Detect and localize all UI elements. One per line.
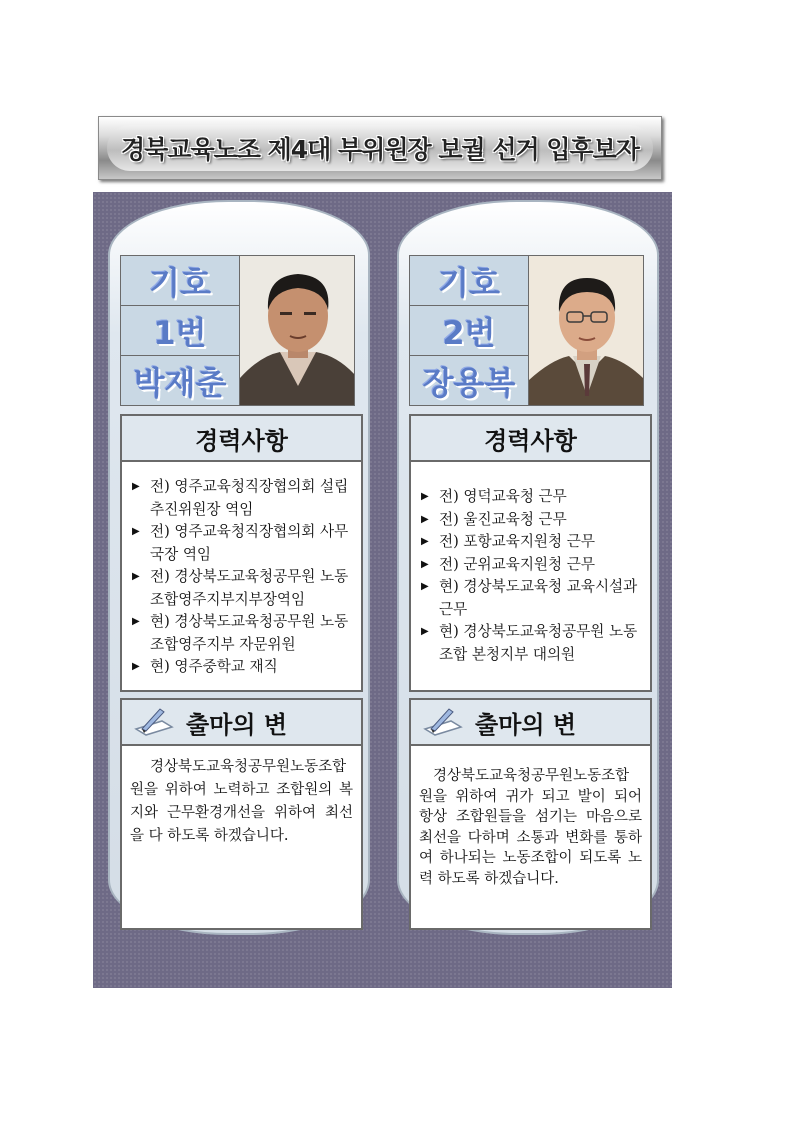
candidate-1-speech-text: 경상북도교육청공무원노동조합원을 위하여 노력하고 조합원의 복지와 근무환경개선을 위하여 최선을 다 하도록 하겠습니다. — [130, 759, 353, 844]
list-item: ▶ 전) 울진교육청 근무 — [421, 509, 642, 532]
candidate-2-number-cell — [409, 305, 529, 356]
candidate-1-name: 박재춘 — [133, 363, 227, 402]
list-item: ▶ 현) 경상북도교육청 교육시설과근무 — [421, 576, 642, 621]
pen-paper-icon — [423, 707, 463, 737]
list-item: ▶ 전) 영주교육청직장협의회 사무국장 역임 — [132, 521, 353, 566]
list-item: ▶ 전) 영주교육청직장협의회 설립추진위원장 역임 — [132, 476, 353, 521]
list-item: ▶ 전) 영덕교육청 근무 — [421, 486, 642, 509]
list-item: ▶ 현) 영주중학교 재직 — [132, 656, 353, 679]
candidate-2-career-heading: 경력사항 — [484, 426, 577, 455]
candidate-2-speech-heading: 출마의 변 — [475, 710, 577, 739]
candidate-1-photo — [239, 255, 355, 406]
candidate-1-portrait-icon — [240, 256, 355, 406]
candidate-1-symbol-label: 기호 — [149, 263, 211, 302]
candidate-2-name: 장용복 — [422, 363, 516, 402]
candidate-1-career-list — [132, 476, 353, 679]
candidate-2-portrait-icon — [529, 256, 644, 406]
pen-paper-icon — [134, 707, 174, 737]
title-plate — [107, 125, 653, 171]
candidate-2-photo — [528, 255, 644, 406]
list-item: ▶ 전) 군위교육지원청 근무 — [421, 554, 642, 577]
candidate-1-symbol-cell — [120, 255, 240, 306]
candidate-1-career-heading: 경력사항 — [195, 426, 288, 455]
page-title: 경북교육노조 제4대 부위원장 보궐 선거 입후보자 — [121, 135, 639, 164]
title-banner — [98, 116, 662, 180]
candidate-2-symbol-cell — [409, 255, 529, 306]
candidate-2-name-cell — [409, 355, 529, 406]
candidate-2-column — [397, 200, 659, 935]
candidate-2-symbol-label: 기호 — [438, 263, 500, 302]
candidate-1-speech-heading: 출마의 변 — [186, 710, 288, 739]
candidate-1-number: 1번 — [153, 313, 207, 352]
list-item: ▶ 현) 경상북도교육청공무원 노동조합영주지부 자문위원 — [132, 611, 353, 656]
candidate-1-speech-header — [122, 700, 361, 746]
candidate-2-speech-text: 경상북도교육청공무원노동조합원을 위하여 귀가 되고 발이 되어 항상 조합원들을 섬기는 마음으로 최선을 다하며 소통과 변화를 통하여 하나되는 노동조합이 되도록 노력 하도록 하겠습니다. — [419, 768, 642, 887]
candidate-1-speech-box — [120, 698, 363, 930]
candidate-1-career-box — [120, 414, 363, 692]
candidate-1-name-cell — [120, 355, 240, 406]
candidate-1-number-cell — [120, 305, 240, 356]
candidate-1-column — [108, 200, 370, 935]
candidate-2-career-box — [409, 414, 652, 692]
list-item: ▶ 전) 포항교육지원청 근무 — [421, 531, 642, 554]
candidate-2-career-header — [411, 416, 650, 462]
candidate-1-career-header — [122, 416, 361, 462]
candidate-2-career-list — [421, 486, 642, 666]
list-item: ▶ 전) 경상북도교육청공무원 노동조합영주지부지부장역임 — [132, 566, 353, 611]
list-item: ▶ 현) 경상북도교육청공무원 노동조합 본청지부 대의원 — [421, 621, 642, 666]
candidate-2-speech-box — [409, 698, 652, 930]
candidate-2-speech-header — [411, 700, 650, 746]
candidate-2-number: 2번 — [442, 313, 496, 352]
